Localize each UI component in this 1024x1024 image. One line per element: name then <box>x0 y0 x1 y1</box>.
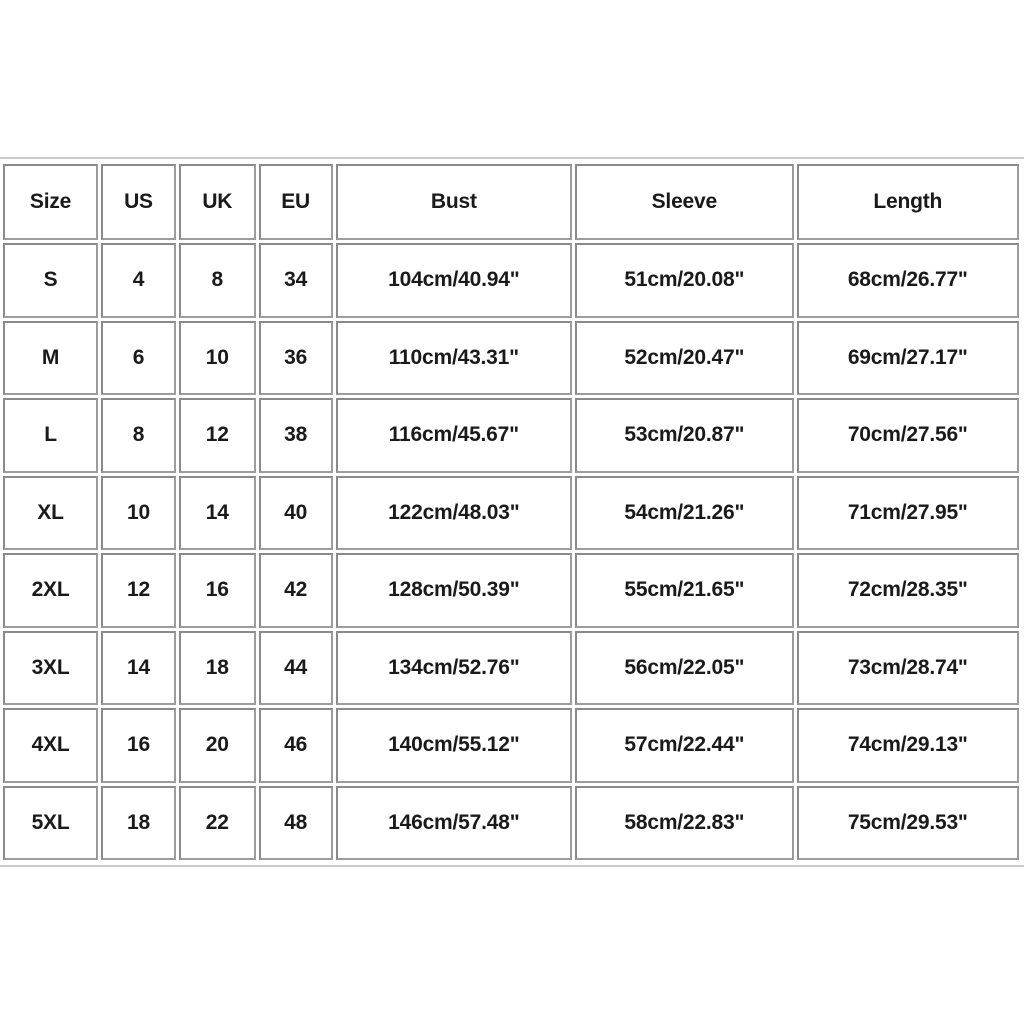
cell-length: 70cm/27.56" <box>797 398 1019 473</box>
cell-size: S <box>3 243 98 318</box>
cell-eu: 36 <box>259 321 333 396</box>
cell-uk: 18 <box>179 631 256 706</box>
header-row <box>3 164 1019 240</box>
cell-bust: 140cm/55.12" <box>336 708 573 783</box>
cell-bust: 122cm/48.03" <box>336 476 573 551</box>
cell-length: 69cm/27.17" <box>797 321 1019 396</box>
cell-uk: 16 <box>179 553 256 628</box>
cell-size: 3XL <box>3 631 98 706</box>
cell-bust: 116cm/45.67" <box>336 398 573 473</box>
cell-uk: 14 <box>179 476 256 551</box>
cell-eu: 34 <box>259 243 333 318</box>
cell-bust: 146cm/57.48" <box>336 786 573 861</box>
table-row <box>3 243 1019 318</box>
cell-us: 18 <box>101 786 176 861</box>
cell-length: 75cm/29.53" <box>797 786 1019 861</box>
cell-us: 8 <box>101 398 176 473</box>
cell-eu: 46 <box>259 708 333 783</box>
table-row <box>3 553 1019 628</box>
header-length: Length <box>797 164 1019 240</box>
table-header <box>3 164 1019 240</box>
cell-bust: 104cm/40.94" <box>336 243 573 318</box>
cell-length: 68cm/26.77" <box>797 243 1019 318</box>
size-chart-table <box>0 161 1022 863</box>
table-row <box>3 631 1019 706</box>
cell-sleeve: 56cm/22.05" <box>575 631 793 706</box>
cell-size: M <box>3 321 98 396</box>
cell-eu: 44 <box>259 631 333 706</box>
cell-sleeve: 53cm/20.87" <box>575 398 793 473</box>
header-size: Size <box>3 164 98 240</box>
cell-uk: 22 <box>179 786 256 861</box>
cell-sleeve: 51cm/20.08" <box>575 243 793 318</box>
cell-bust: 134cm/52.76" <box>336 631 573 706</box>
size-chart <box>0 157 1024 867</box>
cell-length: 72cm/28.35" <box>797 553 1019 628</box>
cell-sleeve: 54cm/21.26" <box>575 476 793 551</box>
cell-sleeve: 58cm/22.83" <box>575 786 793 861</box>
table-row <box>3 398 1019 473</box>
header-bust: Bust <box>336 164 573 240</box>
cell-sleeve: 52cm/20.47" <box>575 321 793 396</box>
cell-us: 4 <box>101 243 176 318</box>
cell-eu: 40 <box>259 476 333 551</box>
cell-length: 71cm/27.95" <box>797 476 1019 551</box>
cell-uk: 10 <box>179 321 256 396</box>
table-row <box>3 708 1019 783</box>
cell-eu: 42 <box>259 553 333 628</box>
cell-bust: 128cm/50.39" <box>336 553 573 628</box>
cell-size: XL <box>3 476 98 551</box>
cell-sleeve: 57cm/22.44" <box>575 708 793 783</box>
cell-uk: 12 <box>179 398 256 473</box>
cell-size: 2XL <box>3 553 98 628</box>
header-sleeve: Sleeve <box>575 164 793 240</box>
cell-size: 4XL <box>3 708 98 783</box>
table-row <box>3 476 1019 551</box>
table-body <box>3 243 1019 860</box>
cell-us: 12 <box>101 553 176 628</box>
table-row <box>3 786 1019 861</box>
cell-uk: 8 <box>179 243 256 318</box>
header-us: US <box>101 164 176 240</box>
cell-us: 14 <box>101 631 176 706</box>
header-eu: EU <box>259 164 333 240</box>
cell-us: 10 <box>101 476 176 551</box>
cell-sleeve: 55cm/21.65" <box>575 553 793 628</box>
cell-us: 6 <box>101 321 176 396</box>
header-uk: UK <box>179 164 256 240</box>
cell-us: 16 <box>101 708 176 783</box>
cell-uk: 20 <box>179 708 256 783</box>
cell-size: 5XL <box>3 786 98 861</box>
cell-length: 73cm/28.74" <box>797 631 1019 706</box>
cell-eu: 48 <box>259 786 333 861</box>
cell-size: L <box>3 398 98 473</box>
cell-bust: 110cm/43.31" <box>336 321 573 396</box>
table-row <box>3 321 1019 396</box>
cell-eu: 38 <box>259 398 333 473</box>
cell-length: 74cm/29.13" <box>797 708 1019 783</box>
